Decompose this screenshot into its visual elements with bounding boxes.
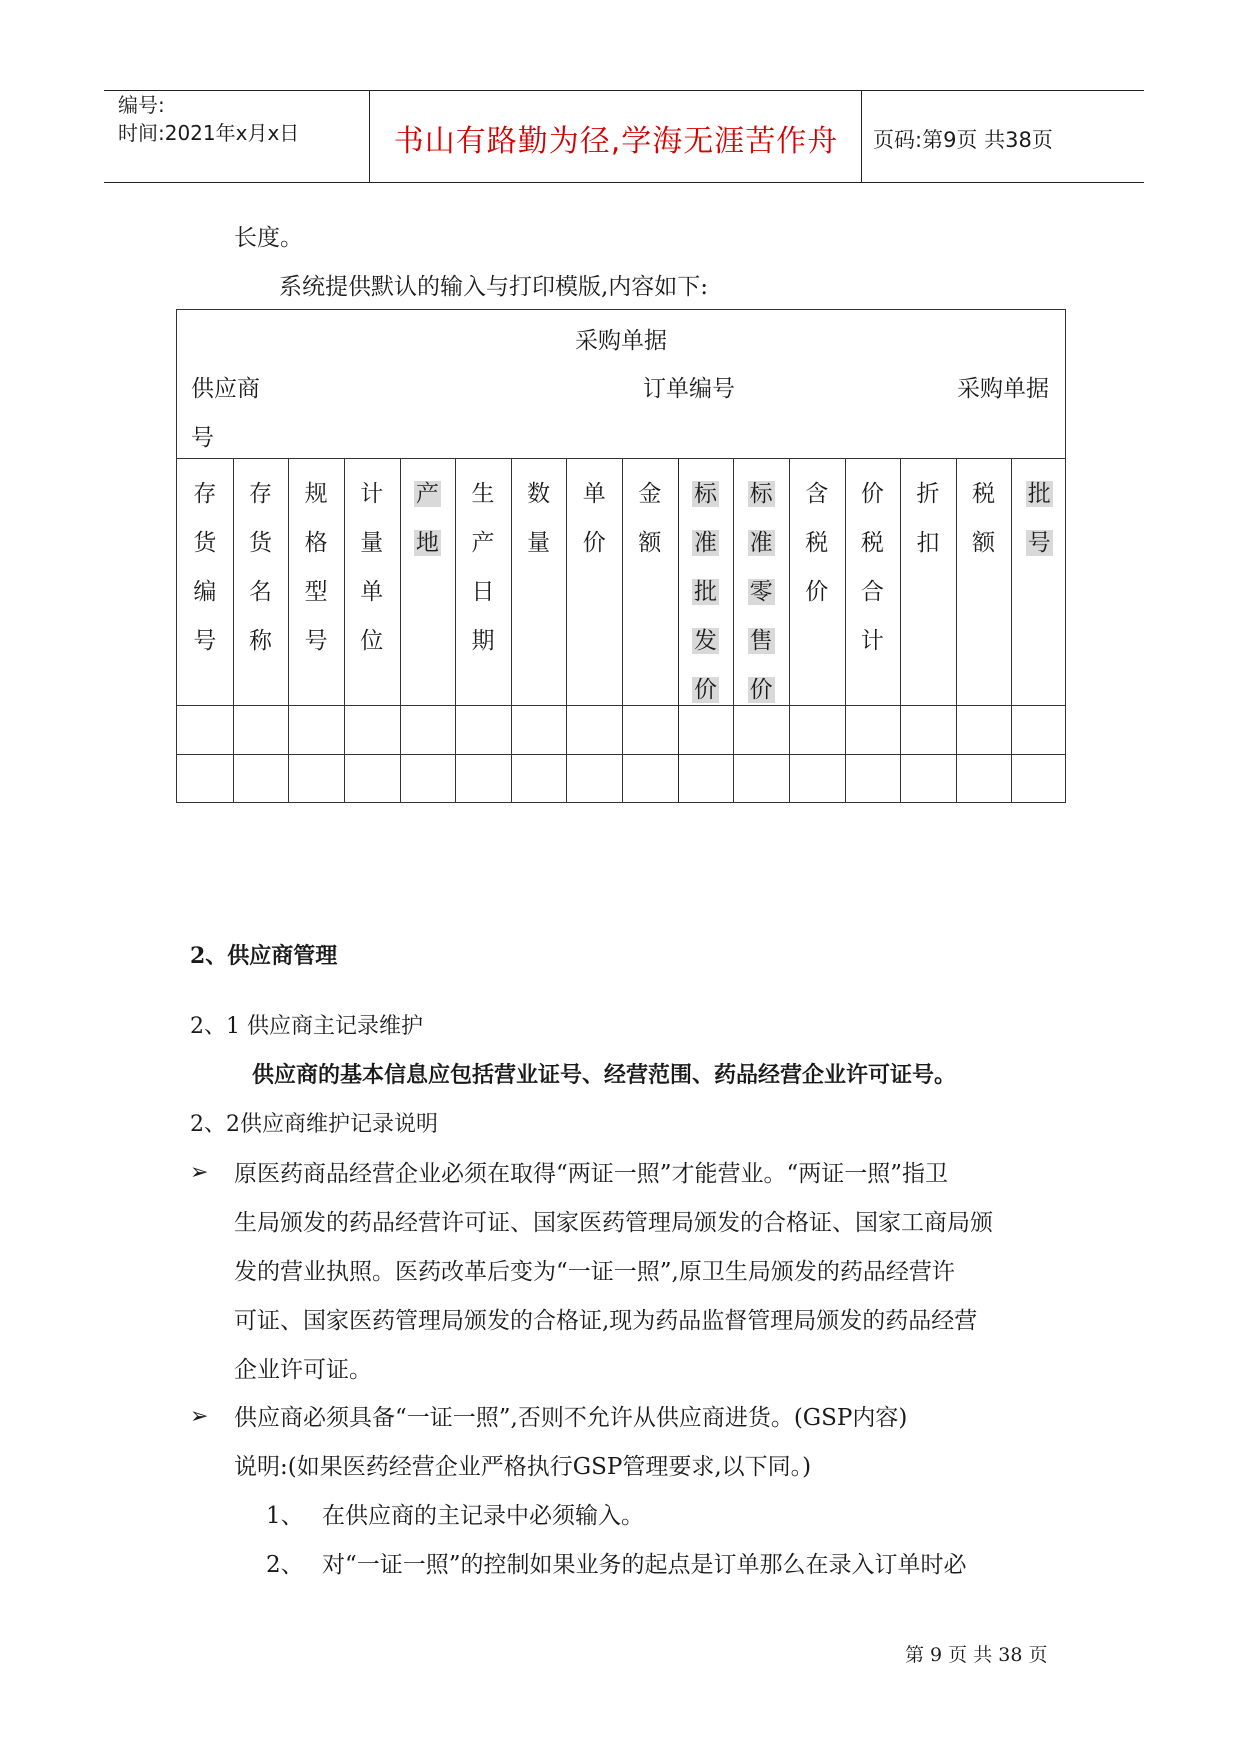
table-column-header: 存 货 编 号 <box>193 481 217 654</box>
subsection-1-heading: 2、1 供应商主记录维护 <box>190 1014 423 1039</box>
bullet-2-text: 供应商必须具备“一证一照”,否则不允许从供应商进货。(GSP内容) <box>234 1405 908 1431</box>
table-title: 采购单据 <box>575 328 667 354</box>
subsection-1-text: 供应商的基本信息应包括营业证号、经营范围、药品经营企业许可证号。 <box>252 1063 957 1088</box>
bullet-1-line-2: 生局颁发的药品经营许可证、国家医药管理局颁发的合格证、国家工商局颁 <box>234 1210 993 1236</box>
note-text: 说明:(如果医药经营企业严格执行GSP管理要求,以下同。) <box>234 1454 812 1480</box>
purchase-template-table <box>176 309 1066 803</box>
bullet-1-line-3: 发的营业执照。医药改革后变为“一证一照”,原卫生局颁发的药品经营许 <box>234 1259 955 1285</box>
list-item-text: 对“一证一照”的控制如果业务的起点是订单那么在录入订单时必 <box>322 1552 967 1578</box>
table-supplier-label: 供应商 <box>191 376 260 402</box>
table-column-header: 生 产 日 期 <box>471 481 495 654</box>
bullet-1-line-4: 可证、国家医药管理局颁发的合格证,现为药品监督管理局颁发的药品经营 <box>234 1308 978 1334</box>
table-row-divider <box>177 705 1065 706</box>
body-line-1: 长度。 <box>234 225 303 251</box>
table-column-header: 价 税 合 计 <box>860 481 884 654</box>
header-divider-right <box>861 90 862 182</box>
table-row-divider <box>177 458 1065 459</box>
table-column-header: 数 量 <box>527 481 551 556</box>
table-column-header: 折 扣 <box>916 481 940 556</box>
table-column-header: 含 税 价 <box>805 481 829 605</box>
table-column-header: 单 价 <box>582 481 606 556</box>
table-doc-label: 采购单据 <box>957 376 1049 402</box>
bullet-1-line-5: 企业许可证。 <box>234 1357 372 1383</box>
header-motto: 书山有路勤为径,学海无涯苦作舟 <box>393 124 839 159</box>
table-column-header: 标 准 批 发 价 <box>693 481 717 703</box>
table-column-header: 存 货 名 称 <box>248 481 272 654</box>
header-top-rule <box>104 90 1144 91</box>
table-column-header: 规 格 型 号 <box>304 481 328 654</box>
table-column-header: 产 地 <box>415 481 439 556</box>
table-order-number-label: 订单编号 <box>643 376 735 402</box>
header-divider-left <box>369 90 370 182</box>
header-time: 时间:2021年x月x日 <box>118 121 300 145</box>
section-heading: 2、供应商管理 <box>190 943 338 969</box>
table-supplier-label-cont: 号 <box>191 425 214 451</box>
table-row-divider <box>177 754 1065 755</box>
header-page-number: 页码:第9页 共38页 <box>873 128 1053 152</box>
table-column-header: 批 号 <box>1027 481 1051 556</box>
bullet-arrow-icon: ➢ <box>190 1160 209 1185</box>
table-column-header: 金 额 <box>638 481 662 556</box>
subsection-2-heading: 2、2供应商维护记录说明 <box>190 1112 438 1137</box>
bullet-1-line-1: 原医药商品经营企业必须在取得“两证一照”才能营业。“两证一照”指卫 <box>234 1161 949 1187</box>
header-number: 编号: <box>118 93 165 117</box>
table-column-header: 税 额 <box>972 481 996 556</box>
list-item-number: 1、 <box>266 1503 304 1529</box>
bullet-arrow-icon: ➢ <box>190 1404 209 1429</box>
list-item-number: 2、 <box>266 1552 304 1578</box>
body-line-2: 系统提供默认的输入与打印模版,内容如下: <box>279 274 709 300</box>
table-column-header: 标 准 零 售 价 <box>749 481 773 703</box>
table-column-header: 计 量 单 位 <box>360 481 384 654</box>
header-bottom-rule <box>104 182 1144 183</box>
list-item-text: 在供应商的主记录中必须输入。 <box>322 1503 644 1529</box>
footer-page-number: 第 9 页 共 38 页 <box>905 1644 1048 1666</box>
